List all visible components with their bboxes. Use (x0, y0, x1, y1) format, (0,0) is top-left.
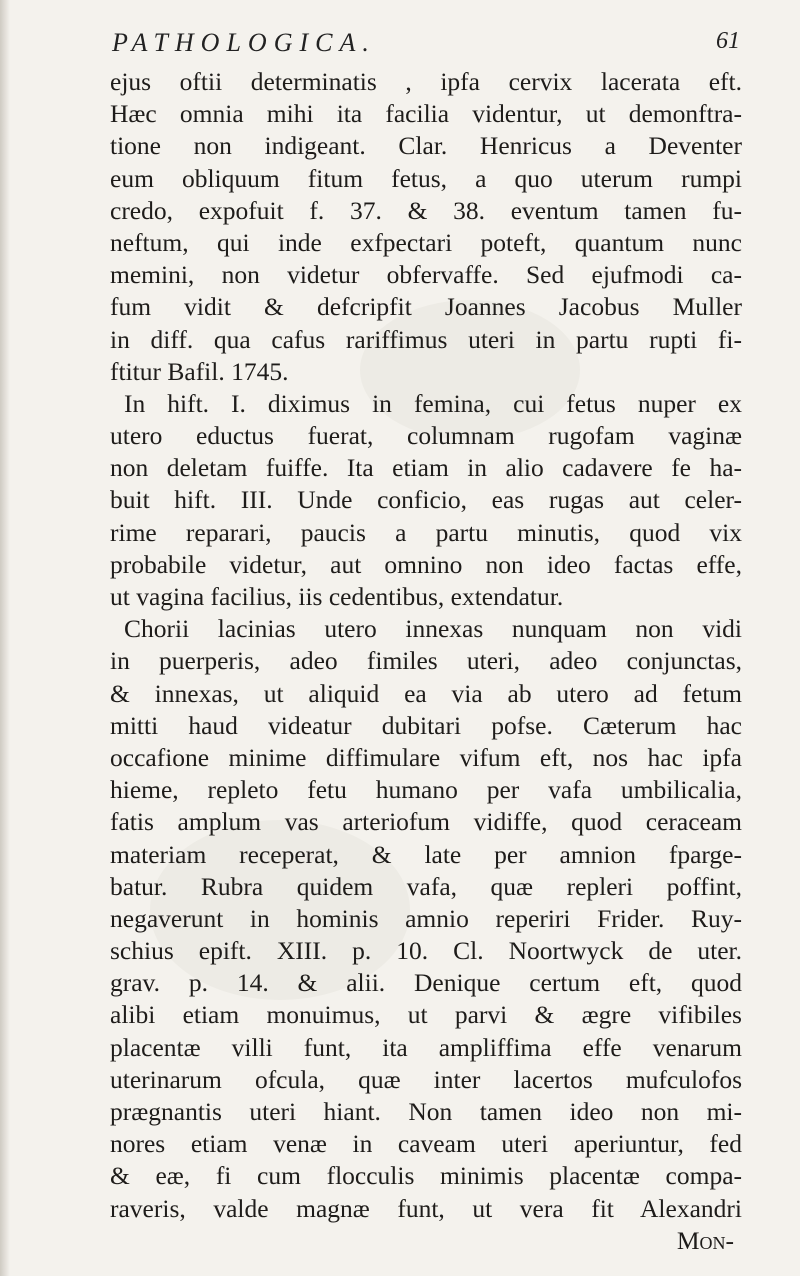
text-line: fatis amplum vas arteriofum vidiffe, quod ceraceam (110, 807, 742, 837)
text-line: materiam receperat, & late per amnion fparge- (110, 839, 742, 869)
text-line: negaverunt in hominis amnio reperiri Frider. Ruy- (110, 903, 742, 933)
text-line: prægnantis uteri hiant. Non tamen ideo non mi- (110, 1097, 742, 1126)
text-line: eum obliquum fitum fetus, a quo uterum rumpi (110, 163, 742, 193)
text-line: buit hift. III. Unde conficio, eas rugas aut celer- (110, 485, 742, 515)
text-line: utero eductus fuerat, columnam rugofam vaginæ (110, 421, 742, 451)
text-line: credo, expofuit f. 37. & 38. eventum tamen fu- (110, 195, 742, 225)
text-line: mitti haud videatur dubitari pofse. Cæterum hac (110, 710, 742, 740)
text-line: alibi etiam monuimus, ut parvi & ægre vifibiles (110, 1000, 742, 1030)
text-line: uterinarum ofcula, quæ inter lacertos mufculofos (110, 1064, 742, 1094)
running-title: PATHOLOGICA. (112, 28, 376, 57)
text-line: & eæ, fi cum flocculis minimis placentæ compa- (110, 1161, 742, 1191)
text-line: hieme, repleto fetu humano per vafa umbilicalia, (110, 775, 742, 805)
text-line: ftitur Bafil. 1745. (110, 356, 289, 386)
text-line: batur. Rubra quidem vafa, quæ repleri poffint, (110, 871, 742, 901)
text-line: ut vagina facilius, iis cedentibus, extendatur. (110, 582, 564, 611)
text-line: schius epift. XIII. p. 10. Cl. Noortwyck de uter. (110, 936, 742, 966)
text-line: neftum, qui inde exfpectari poteft, quantum nunc (110, 227, 742, 257)
text-line: Chorii lacinias utero innexas nunquam non vidi (124, 614, 742, 644)
text-line: placentæ villi funt, ita ampliffima effe venarum (110, 1032, 742, 1062)
page-number: 61 (716, 28, 740, 54)
text-line: tione non indigeant. Clar. Henricus a Deventer (110, 131, 742, 161)
text-line: non deletam fuiffe. Ita etiam in alio cadavere fe ha- (110, 453, 742, 483)
text-line: occafione minime diffimulare vifum eft, nos hac ipfa (110, 742, 742, 772)
text-line: grav. p. 14. & alii. Denique certum eft, quod (110, 968, 742, 998)
text-line: in diff. qua cafus rariffimus uteri in partu rupti fi- (110, 324, 742, 354)
text-line: Hæc omnia mihi ita facilia videntur, ut demonftra- (110, 99, 742, 129)
catchword: Mon- (676, 1225, 734, 1255)
text-line: ejus oftii determinatis , ipfa cervix lacerata eft. (110, 67, 742, 96)
body-text (110, 66, 742, 1257)
text-line: & innexas, ut aliquid ea via ab utero ad fetum (110, 678, 742, 708)
page-header (100, 28, 740, 68)
text-line: In hift. I. diximus in femina, cui fetus nuper ex (124, 388, 742, 418)
text-line: in puerperis, adeo fimiles uteri, adeo conjunctas, (110, 646, 742, 676)
text-line: rime reparari, paucis a partu minutis, quod vix (110, 517, 742, 547)
text-line: fum vidit & defcripfit Joannes Jacobus Muller (110, 292, 742, 322)
text-line: nores etiam venæ in caveam uteri aperiuntur, fed (110, 1129, 742, 1159)
text-line: probabile videtur, aut omnino non ideo factas effe, (110, 549, 742, 579)
text-line: memini, non videtur obfervaffe. Sed ejufmodi ca- (110, 260, 742, 290)
gutter-shadow (0, 0, 10, 1276)
text-line: raveris, valde magnæ funt, ut vera fit Alexandri (110, 1193, 742, 1223)
